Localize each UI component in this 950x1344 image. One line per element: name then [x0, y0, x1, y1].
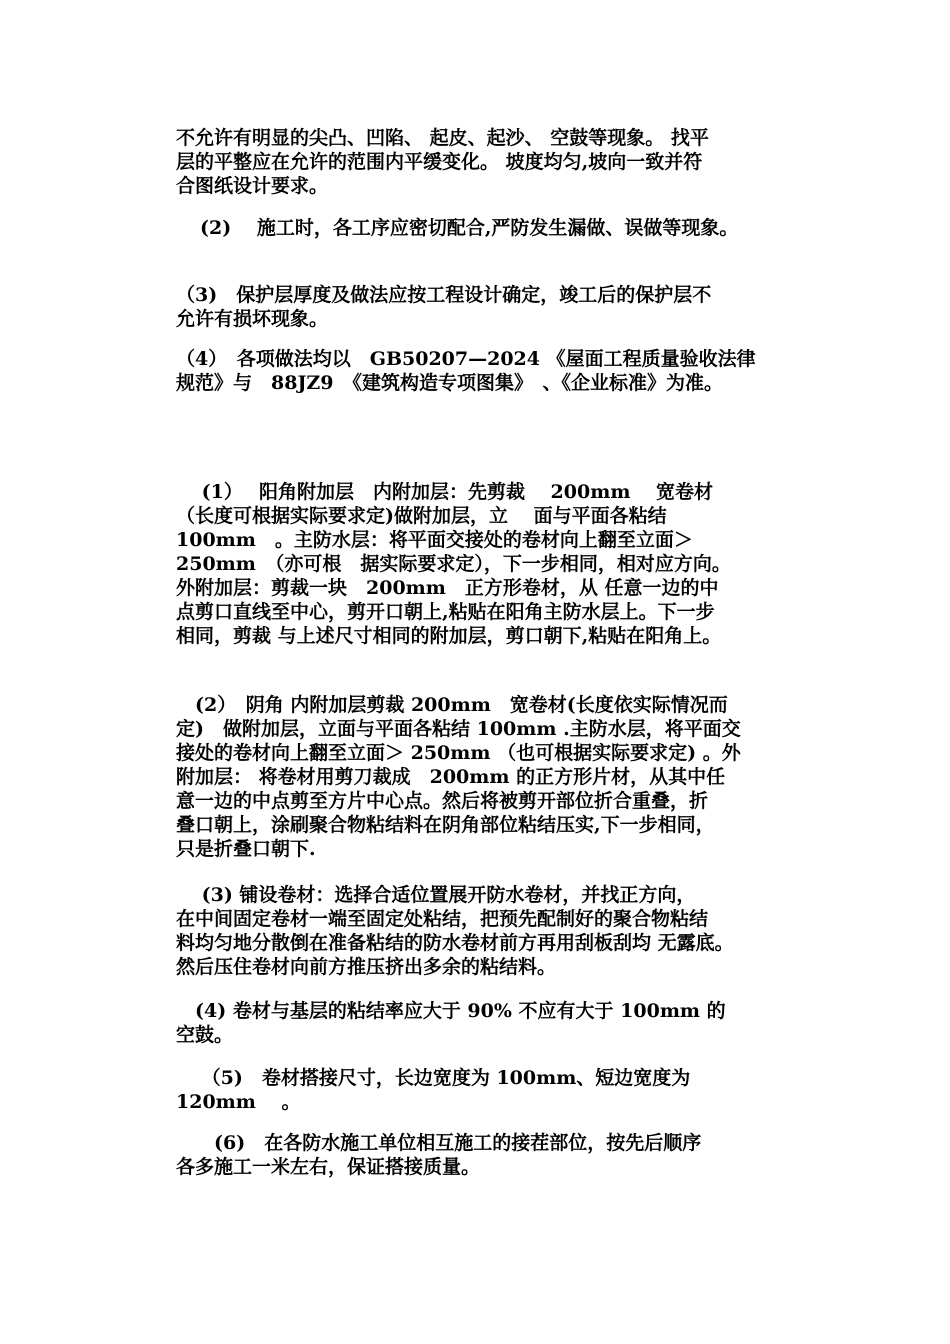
text-line: 附加层： 将卷材用剪刀裁成 200mm 的正方形片材，从其中任: [176, 766, 726, 788]
text-line: 允许有损坏现象。: [176, 308, 329, 330]
text-line: (1） 阳角附加层 内附加层：先剪裁 200mm 宽卷材: [176, 481, 714, 503]
text-line: 100mm 。主防水层：将平面交接处的卷材向上翻至立面＞: [176, 529, 693, 551]
text-line: （4） 各项做法均以 GB50207—2024 《屋面工程质量验收法律: [176, 348, 756, 370]
paragraph-bonding-rate: [176, 999, 812, 1047]
paragraph-item-4-standards: [176, 347, 812, 395]
text-line: 点剪口直线至中心，剪开口朝上,粘贴在阳角主防水层上。下一步: [176, 601, 715, 623]
text-line: 在中间固定卷材一端至固定处粘结，把预先配制好的聚合物粘结: [176, 908, 709, 930]
text-line: 料均匀地分散倒在准备粘结的防水卷材前方再用刮板刮均 无露底。: [176, 932, 734, 954]
text-line: 接处的卷材向上翻至立面＞ 250mm （也可根据实际要求定) 。外: [176, 742, 741, 764]
text-line: 然后压住卷材向前方推压挤出多余的粘结料。: [176, 956, 557, 978]
text-line: 250mm （亦可根 据实际要求定），下一步相同，相对应方向。: [176, 553, 731, 575]
paragraph-item-3-protective-layer: [176, 283, 812, 331]
text-line: 外附加层：剪裁一块 200mm 正方形卷材，从 任意一边的中: [176, 577, 719, 599]
text-line: 意一边的中点剪至方片中心点。然后将被剪开部位折合重叠，折: [176, 790, 709, 812]
paragraph-external-corner: [176, 480, 812, 648]
text-line: 合图纸设计要求。: [176, 175, 329, 197]
paragraph-leveling-requirements: [176, 126, 812, 198]
text-line: 空鼓。: [176, 1024, 234, 1046]
text-line: （5) 卷材搭接尺寸，长边宽度为 100mm、短边宽度为: [176, 1067, 691, 1089]
text-line: 只是折叠口朝下.: [176, 838, 316, 860]
text-line: 各多施工一米左右，保证搭接质量。: [176, 1156, 481, 1178]
text-line: 规范》与 88JZ9 《建筑构造专项图集》 、《企业标准》为准。: [176, 372, 724, 394]
text-line: 叠口朝上，涂刷聚合物粘结料在阴角部位粘结压实,下一步相同，: [176, 814, 715, 836]
paragraph-joint-areas: [176, 1131, 812, 1179]
paragraph-item-2-coordination: [200, 216, 836, 240]
text-line: (3) 铺设卷材：选择合适位置展开防水卷材，并找正方向，: [176, 884, 696, 906]
text-line: (4) 卷材与基层的粘结率应大于 90% 不应有大于 100mm 的: [176, 1000, 726, 1022]
text-line: 不允许有明显的尖凸、凹陷、 起皮、起沙、 空鼓等现象。 找平: [176, 127, 709, 149]
text-line: 120mm 。: [176, 1091, 301, 1113]
text-line: （长度可根据实际要求定)做附加层，立 面与平面各粘结: [176, 505, 667, 527]
text-line: 层的平整应在允许的范围内平缓变化。 坡度均匀,坡向一致并符: [176, 151, 703, 173]
text-line: (2) 施工时，各工序应密切配合,严防发生漏做、误做等现象。: [200, 217, 739, 239]
paragraph-laying-membrane: [176, 883, 812, 979]
text-line: (6) 在各防水施工单位相互施工的接茬部位，按先后顺序: [176, 1132, 702, 1154]
paragraph-internal-corner: [176, 693, 812, 861]
text-line: 定) 做附加层，立面与平面各粘结 100mm .主防水层，将平面交: [176, 718, 741, 740]
text-line: (2） 阴角 内附加层剪裁 200mm 宽卷材(长度依实际情况而: [176, 694, 728, 716]
text-line: （3) 保护层厚度及做法应按工程设计确定，竣工后的保护层不: [176, 284, 712, 306]
text-line: 相同，剪裁 与上述尺寸相同的附加层，剪口朝下,粘贴在阳角上。: [176, 625, 722, 647]
paragraph-overlap-size: [176, 1066, 812, 1114]
